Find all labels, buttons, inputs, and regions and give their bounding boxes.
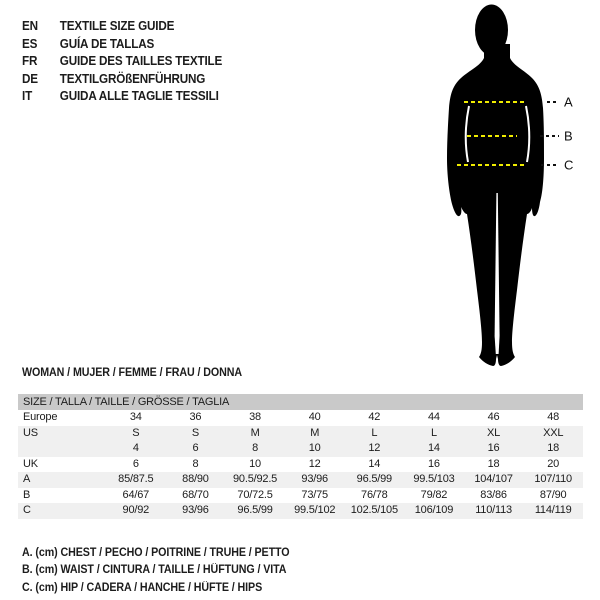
size-value: 38 (249, 411, 261, 423)
size-value: 4 (132, 442, 139, 454)
measurement-value: 99.5/102 (294, 504, 336, 516)
table-row-hip-c (18, 503, 583, 519)
size-value: 16 (487, 442, 500, 454)
measurement-value: 79/82 (420, 488, 448, 501)
measurement-value: 93/96 (182, 504, 209, 516)
measurement-value: 90.5/92.5 (233, 473, 278, 485)
measurement-value: 76/78 (361, 488, 388, 501)
section-title-woman: WOMAN / MUJER / FEMME / FRAU / DONNA (22, 367, 243, 379)
size-value: 48 (547, 411, 560, 423)
legend-hip: C. (cm) HIP / CADERA / HANCHE / HÜFTE / HIPS (22, 581, 263, 594)
measurement-value: 102.5/105 (350, 504, 398, 516)
guide-title-en: TEXTILE SIZE GUIDE (59, 18, 175, 34)
language-row-de (22, 70, 222, 88)
row-label (18, 441, 106, 457)
size-table-header: SIZE / TALLA / TAILLE / GRÖSSE / TAGLIA (18, 394, 583, 410)
table-row-us-numbers (18, 441, 583, 457)
measurement-value: 73/75 (301, 488, 328, 501)
language-code: IT (22, 88, 33, 104)
measurement-value: 106/109 (414, 504, 454, 516)
size-value: 46 (487, 411, 500, 423)
table-row-waist-b (18, 488, 583, 504)
measurement-value: 104/107 (474, 473, 513, 485)
row-label: UK (23, 457, 38, 470)
language-row-fr (22, 52, 222, 70)
measurement-value: 114/119 (534, 504, 572, 516)
size-value: 18 (487, 457, 500, 470)
waist-label: B (564, 128, 573, 144)
chest-label: A (564, 94, 573, 110)
language-row-en (22, 17, 222, 35)
guide-title-de: TEXTILGRÖßENFÜHRUNG (59, 70, 206, 86)
language-code: FR (22, 53, 38, 69)
language-row-es (22, 35, 222, 53)
size-table (18, 394, 583, 519)
size-value: L (371, 426, 378, 439)
size-value: 8 (192, 457, 199, 470)
size-value: 6 (132, 457, 139, 470)
size-value: XXL (543, 426, 564, 439)
measurement-value: 85/87.5 (118, 473, 154, 485)
language-code: DE (22, 70, 38, 86)
size-value: 14 (368, 457, 381, 470)
row-label: C (23, 504, 31, 516)
measurement-value: 87/90 (539, 488, 567, 501)
guide-title-es: GUÍA DE TALLAS (59, 35, 155, 51)
size-value: 18 (547, 442, 560, 454)
size-value: 10 (308, 442, 321, 454)
guide-title-fr: GUIDE DES TAILLES TEXTILE (59, 53, 223, 69)
measurement-value: 110/113 (475, 504, 512, 516)
measurement-value: 83/86 (480, 488, 507, 501)
measurement-value: 88/90 (182, 473, 209, 485)
legend-waist: B. (cm) WAIST / CINTURA / TAILLE / HÜFTUNG / VITA (22, 564, 287, 577)
measurement-value: 99.5/103 (413, 473, 455, 485)
size-value: 12 (308, 457, 321, 470)
size-value: M (250, 426, 260, 439)
language-row-it (22, 87, 222, 105)
measurement-value: 90/92 (122, 504, 150, 516)
language-code: EN (22, 18, 38, 34)
size-value: 44 (428, 411, 440, 423)
woman-silhouette-figure (440, 2, 600, 368)
measurement-value: 107/110 (534, 473, 572, 485)
row-label: Europe (23, 411, 58, 423)
size-value: 10 (249, 457, 261, 470)
table-row-uk (18, 457, 583, 473)
table-row-us-letters (18, 426, 583, 442)
guide-title-it: GUIDA ALLE TAGLIE TESSILI (59, 88, 219, 104)
size-value: S (191, 426, 199, 439)
size-value: 20 (547, 457, 560, 470)
size-value: 40 (308, 411, 321, 423)
measurement-value: 96.5/99 (356, 473, 392, 485)
size-value: 12 (368, 442, 381, 454)
size-value: 36 (189, 411, 202, 423)
row-label: A (23, 473, 31, 485)
row-label: US (23, 426, 38, 439)
measurement-legend (22, 545, 310, 597)
measurement-value: 93/96 (301, 473, 328, 485)
measurement-value: 68/70 (182, 488, 209, 501)
size-value: S (132, 426, 140, 439)
size-value: 6 (192, 442, 199, 454)
table-row-europe (18, 410, 583, 426)
measurement-value: 70/72.5 (237, 488, 273, 501)
size-value: XL (487, 426, 501, 439)
measurement-value: 96.5/99 (237, 504, 273, 516)
legend-chest: A. (cm) CHEST / PECHO / POITRINE / TRUHE / PETTO (22, 547, 290, 559)
size-value: 8 (252, 442, 259, 454)
language-code: ES (22, 35, 38, 51)
size-value: 14 (428, 442, 440, 454)
hip-label: C (564, 157, 574, 173)
language-title-list (22, 17, 244, 105)
woman-silhouette (447, 5, 544, 367)
size-value: 42 (368, 411, 381, 423)
size-value: M (310, 426, 320, 439)
row-label: B (23, 488, 31, 501)
size-value: L (430, 426, 437, 439)
size-value: 16 (428, 457, 440, 470)
table-row-chest-a (18, 472, 583, 488)
size-value: 34 (129, 411, 142, 423)
measurement-value: 64/67 (122, 488, 150, 501)
